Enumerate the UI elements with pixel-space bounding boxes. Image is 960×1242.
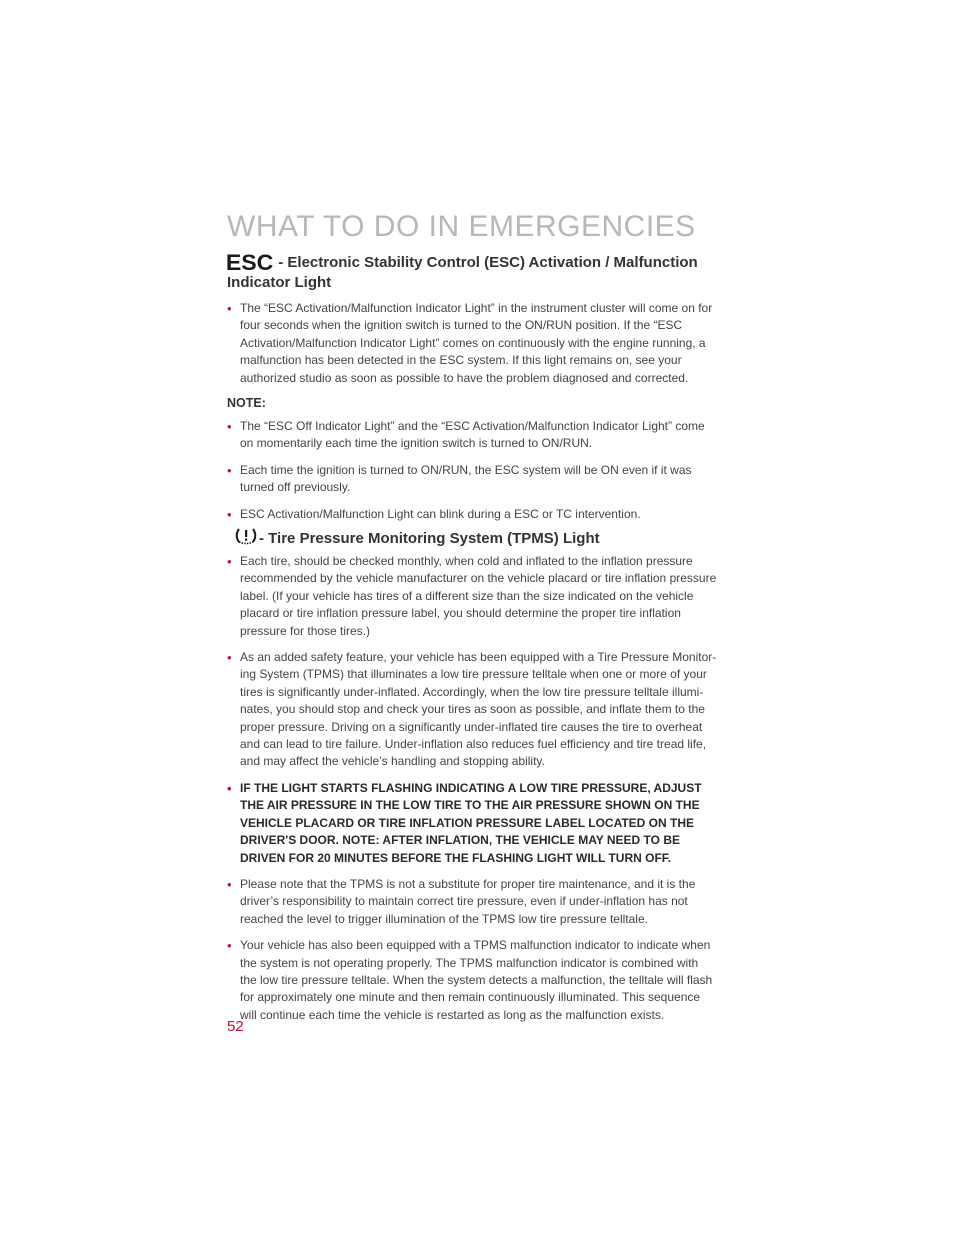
list-item (227, 876, 717, 928)
list-item (227, 462, 717, 497)
bullet-icon: • (227, 462, 232, 478)
bullet-icon: • (227, 301, 232, 316)
list-item (227, 553, 717, 640)
bullet-text: ESC Activation/Malfunction Light can blink during a ESC or TC intervention. (240, 506, 641, 521)
bullet-icon: • (227, 938, 232, 954)
chapter-title: WHAT TO DO IN EMERGENCIES (227, 210, 696, 243)
bullet-icon: • (227, 554, 232, 569)
tpms-bullet-list (227, 553, 717, 1033)
esc-section-heading (225, 250, 707, 293)
list-item (227, 649, 717, 771)
tpms-section-heading (227, 526, 600, 549)
list-item (227, 780, 717, 867)
bullet-icon: • (227, 419, 232, 434)
bullet-icon: • (227, 650, 232, 666)
bullet-text: Each tire, should be checked monthly, when cold and inflated to the inflation pressure recommended by the vehicle manufacturer on the vehicle placard or tire inflation pressure label. (If your vehicle has tires of a different size than the size indicated on the vehicle placard or tire inflation pressure label, you should determine the proper tire inflation pressure for those tires.) (240, 554, 717, 638)
bullet-text: The “ESC Activation/Malfunction Indicator Light” in the instrument cluster will come on for four seconds when the ignition switch is turned to the ON/RUN position. If the “ESC Activation/Malfunction Indicator Light” comes on continuously with the engine running, a malfunction has been detected in the ESC system. If this light remains on, see your authorized studio as soon as possible to have the problem diagnosed and corrected. (240, 301, 713, 385)
note-bullet-list (227, 418, 717, 532)
esc-indicator-icon: ESC (225, 250, 274, 275)
bullet-icon: • (227, 780, 232, 796)
esc-bullet-list (227, 300, 717, 396)
bullet-icon: • (227, 876, 232, 892)
bullet-text: Please note that the TPMS is not a substitute for proper tire maintenance, and it is the driver’s responsibility to maintain correct tire pressure, even if under-inflation has not reached the level to trigger illumination of the TPMS low tire pressure telltale. (240, 876, 696, 926)
bullet-icon: • (227, 506, 232, 522)
list-item (227, 506, 717, 523)
note-label: NOTE: (227, 396, 266, 410)
tire-pressure-warning-icon (235, 526, 257, 546)
page-number: 52 (227, 1018, 244, 1035)
bullet-text: The “ESC Off Indicator Light” and the “ESC Activation/Malfunction Indicator Light” come on momentarily each time the ignition switch is turned to ON/RUN. (240, 419, 705, 451)
list-item (227, 937, 717, 1024)
list-item (227, 418, 717, 453)
tpms-heading-text: - Tire Pressure Monitoring System (TPMS) Light (259, 530, 600, 547)
bullet-text: Each time the ignition is turned to ON/RUN, the ESC system will be ON even if it was turned off previously. (240, 462, 692, 495)
bullet-text: IF THE LIGHT STARTS FLASHING INDICATING A LOW TIRE PRESSURE, ADJUST THE AIR PRESSURE IN THE LOW TIRE TO THE AIR PRESSURE SHOWN ON THE VEHICLE PLACARD OR TIRE INFLATION PRESSURE LABEL LOCATED ON THE DRIVER'S DOOR. NOTE: AFTER INFLATION, THE VEHICLE MAY NEED TO BE DRIVEN FOR 20 MINUTES BEFORE THE FLASHING LIGHT WILL TURN OFF. (240, 780, 702, 865)
esc-heading-text: - Electronic Stability Control (ESC) Activation / Malfunction Indicator Light (227, 254, 698, 291)
bullet-text: As an added safety feature, your vehicle has been equipped with a Tire Pressure Monitor-ing System (TPMS) that illuminates a low tire pressure telltale when one or more of your tires is significantly under-inflated. Accordingly, when the low tire pressure telltale illumi-nates, you should stop and check your tires as soon as possible, and inflate them to the proper pressure. Driving on a significantly under-inflated tire causes the tire to overheat and can lead to tire failure. Under-inflation also reduces fuel efficiency and tire tread life, and may affect the vehicle’s handling and stopping ability. (240, 650, 717, 769)
bullet-text: Your vehicle has also been equipped with a TPMS malfunction indicator to indicate when the system is not operating properly. The TPMS malfunction indicator is combined with the low tire pressure telltale. When the system detects a malfunction, the telltale will flash for approximately one minute and then remain continuously illuminated. This sequence will continue each time the vehicle is restarted as long as the malfunction exists. (240, 938, 713, 1022)
list-item (227, 300, 717, 387)
